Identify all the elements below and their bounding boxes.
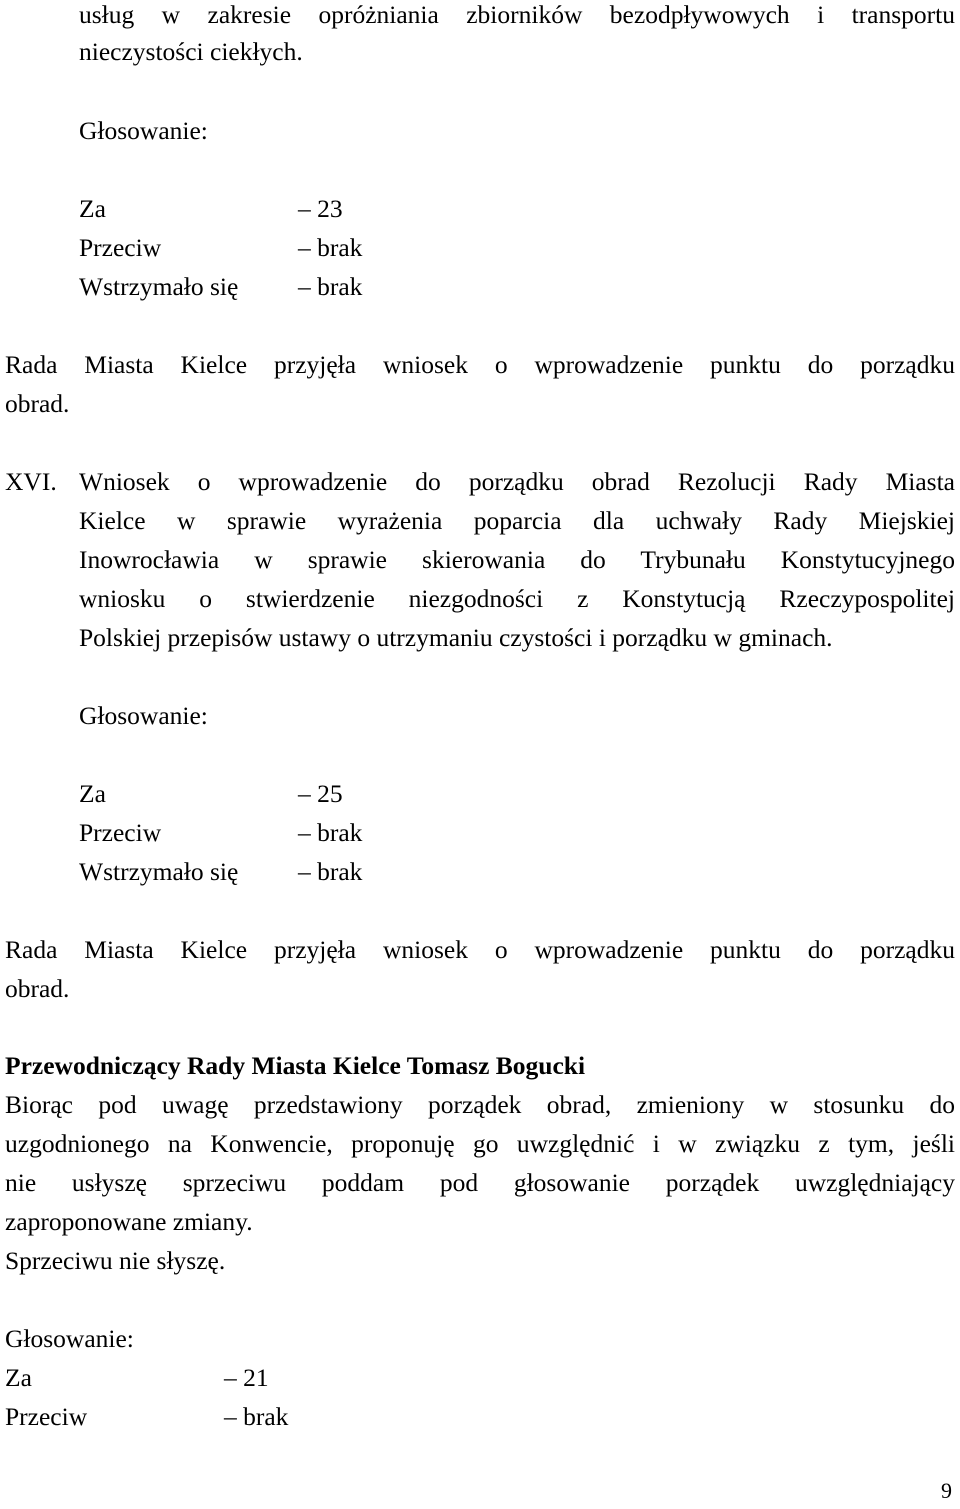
vote-label-against: Przeciw [5, 1402, 88, 1431]
intro-line-1: usług w zakresie opróżniania zbiorników bezodpływowych i transportu [79, 0, 955, 29]
vote-result-line-1: Rada Miasta Kielce przyjęła wniosek o wprowadzenie punktu do porządku [5, 350, 955, 379]
speech-line-1: Biorąc pod uwagę przedstawiony porządek obrad, zmieniony w stosunku do [5, 1090, 955, 1119]
page-number: 9 [941, 1478, 952, 1503]
vote-label-for: Za [79, 779, 106, 808]
speech-line-4: zaproponowane zmiany. [5, 1207, 253, 1236]
vote-heading: Głosowanie: [79, 116, 208, 145]
vote-label-abstain: Wstrzymało się [79, 857, 239, 886]
speech-line-2: uzgodnionego na Konwencie, proponuję go uwzględnić i w związku z tym, jeśli [5, 1129, 955, 1158]
vote-value-for: – 25 [298, 779, 343, 808]
vote-label-for: Za [79, 194, 106, 223]
vote-value-abstain: – brak [298, 272, 363, 301]
vote-value-for: – 23 [298, 194, 343, 223]
vote-result-line-2: obrad. [5, 389, 70, 418]
agenda-item-line-2: Kielce w sprawie wyrażenia poparcia dla uchwały Rady Miejskiej [79, 506, 955, 535]
vote-label-abstain: Wstrzymało się [79, 272, 239, 301]
agenda-item-line-4: wniosku o stwierdzenie niezgodności z Konstytucją Rzeczypospolitej [79, 584, 955, 613]
speech-line-3: nie usłyszę sprzeciwu poddam pod głosowanie porządek uwzględniający [5, 1168, 955, 1197]
no-objection-statement: Sprzeciwu nie słyszę. [5, 1246, 226, 1275]
vote-heading: Głosowanie: [79, 701, 208, 730]
vote-label-against: Przeciw [79, 233, 162, 262]
vote-result-line-1: Rada Miasta Kielce przyjęła wniosek o wprowadzenie punktu do porządku [5, 935, 955, 964]
vote-result-line-2: obrad. [5, 974, 70, 1003]
agenda-item-line-3: Inowrocławia w sprawie skierowania do Trybunału Konstytucyjnego [79, 545, 955, 574]
vote-label-for: Za [5, 1363, 32, 1392]
agenda-item-number: XVI. [5, 467, 57, 496]
vote-value-against: – brak [298, 818, 363, 847]
vote-heading: Głosowanie: [5, 1324, 134, 1353]
vote-value-against: – brak [224, 1402, 289, 1431]
intro-line-2: nieczystości ciekłych. [79, 37, 303, 66]
vote-value-against: – brak [298, 233, 363, 262]
agenda-item-line-5: Polskiej przepisów ustawy o utrzymaniu czystości i porządku w gminach. [79, 623, 833, 652]
vote-value-abstain: – brak [298, 857, 363, 886]
vote-value-for: – 21 [224, 1363, 269, 1392]
speaker-name: Przewodniczący Rady Miasta Kielce Tomasz Bogucki [5, 1051, 586, 1080]
agenda-item-line-1: Wniosek o wprowadzenie do porządku obrad Rezolucji Rady Miasta [79, 467, 955, 496]
vote-label-against: Przeciw [79, 818, 162, 847]
